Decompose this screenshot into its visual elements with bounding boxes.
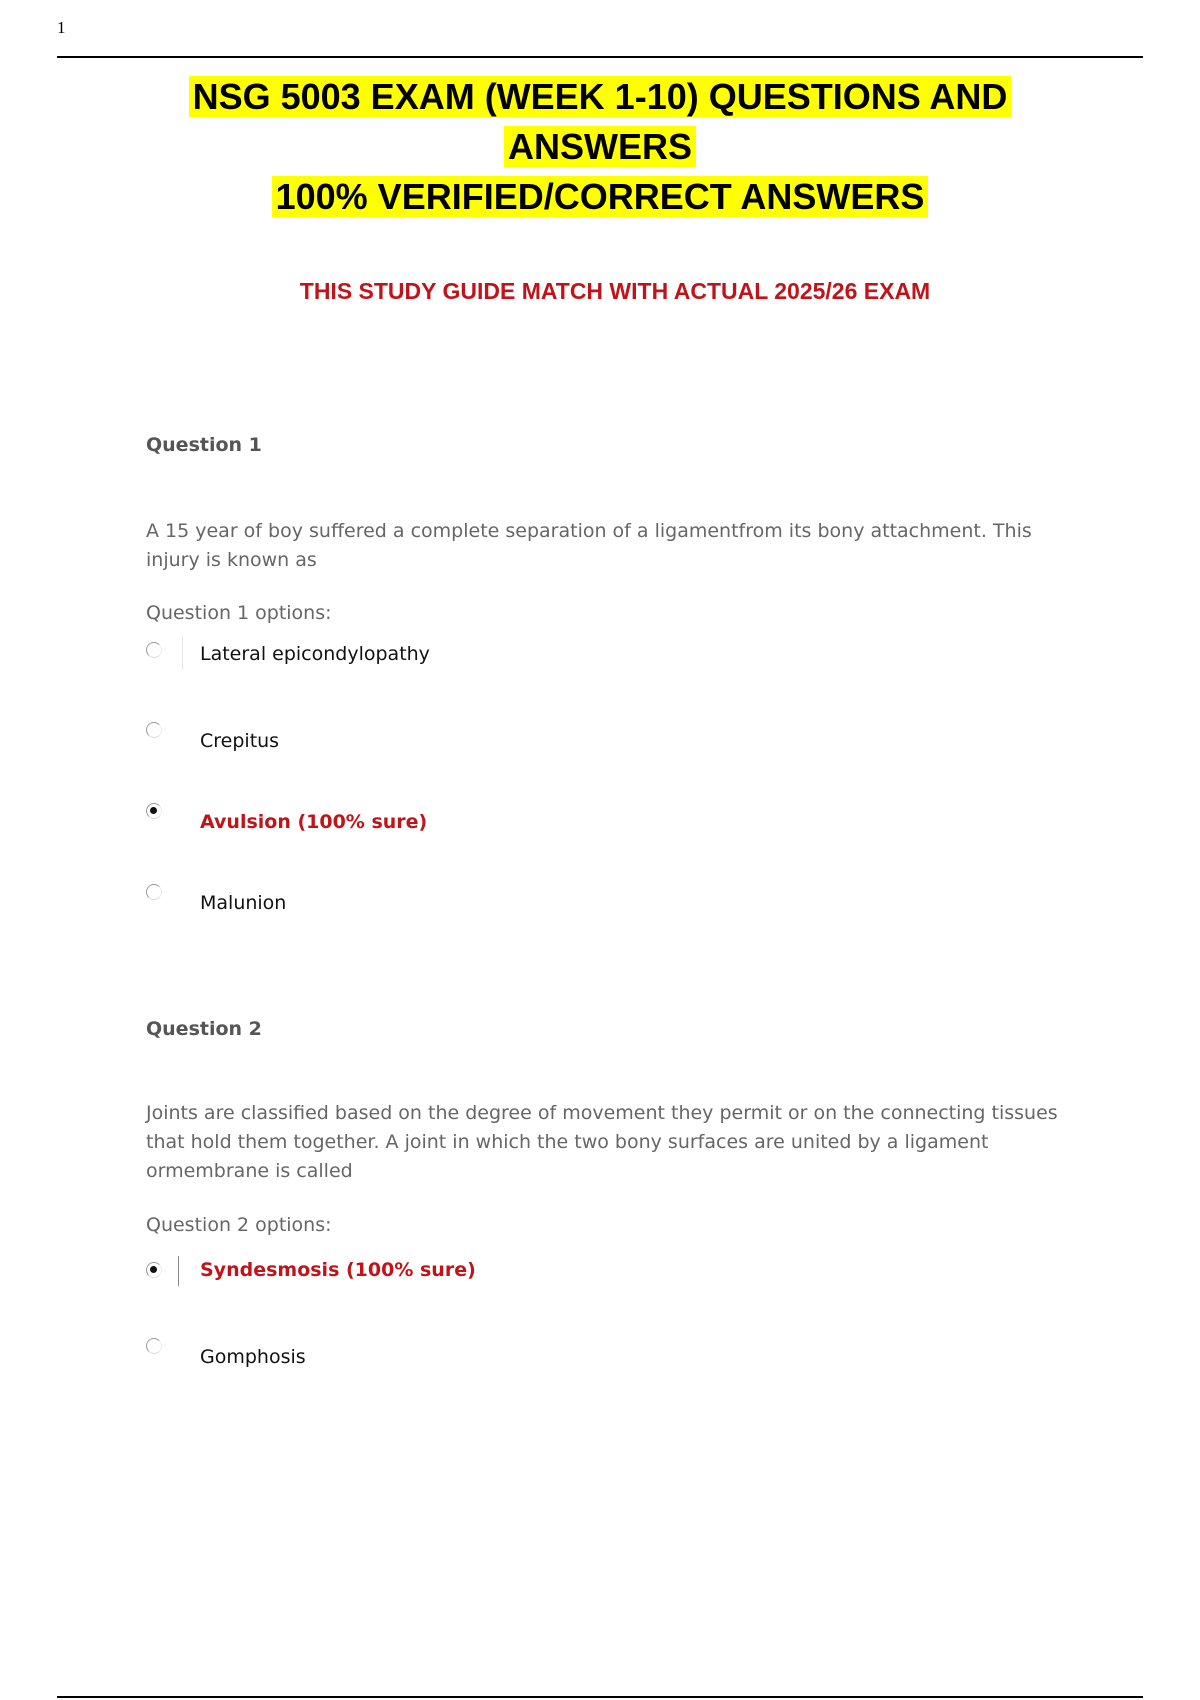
option-label: Lateral epicondylopathy	[200, 643, 430, 665]
option-label: Avulsion (100% sure)	[200, 811, 428, 833]
option-divider	[182, 636, 183, 670]
question-2-text: Joints are classified based on the degree of movement they permit or on the connecting tissues that hold them together. A joint in which the two bony surfaces are united by a ligament ormembrane is called	[146, 1102, 1058, 1182]
question-1-heading: Question 1	[146, 434, 262, 456]
question-1-option-4[interactable]	[146, 876, 287, 916]
radio-button[interactable]	[146, 1338, 162, 1354]
question-2-option-2[interactable]	[146, 1330, 306, 1370]
page-number: 1	[57, 18, 66, 37]
question-2-option-1[interactable]	[146, 1250, 476, 1290]
radio-button[interactable]	[146, 722, 162, 738]
radio-button-selected[interactable]	[146, 803, 162, 819]
option-label: Malunion	[200, 892, 287, 914]
question-1-text: A 15 year of boy suffered a complete separation of a ligamentfrom its bony attachment. This injury is known as	[146, 520, 1032, 571]
title-line-3: 100% VERIFIED/CORRECT ANSWERS	[272, 176, 929, 217]
header-rule	[57, 56, 1143, 58]
option-label: Crepitus	[200, 730, 280, 752]
question-1-options-label: Question 1 options:	[146, 602, 332, 624]
question-2-options-label: Question 2 options:	[146, 1214, 332, 1236]
study-guide-subtitle: THIS STUDY GUIDE MATCH WITH ACTUAL 2025/26 EXAM	[299, 278, 931, 304]
option-label: Syndesmosis (100% sure)	[200, 1259, 476, 1281]
title-line-1: NSG 5003 EXAM (WEEK 1-10) QUESTIONS AND	[189, 76, 1012, 117]
option-label: Gomphosis	[200, 1346, 306, 1368]
text-cursor	[178, 1256, 179, 1286]
radio-button[interactable]	[146, 642, 162, 658]
question-1-option-3[interactable]	[146, 795, 428, 835]
question-1-option-2[interactable]	[146, 714, 280, 754]
question-1-option-1[interactable]	[146, 634, 430, 674]
radio-button-selected[interactable]	[146, 1262, 162, 1278]
radio-button[interactable]	[146, 884, 162, 900]
title-line-2: ANSWERS	[504, 126, 696, 167]
question-2-heading: Question 2	[146, 1018, 262, 1040]
document-title	[60, 72, 1140, 222]
footer-rule	[57, 1696, 1143, 1698]
